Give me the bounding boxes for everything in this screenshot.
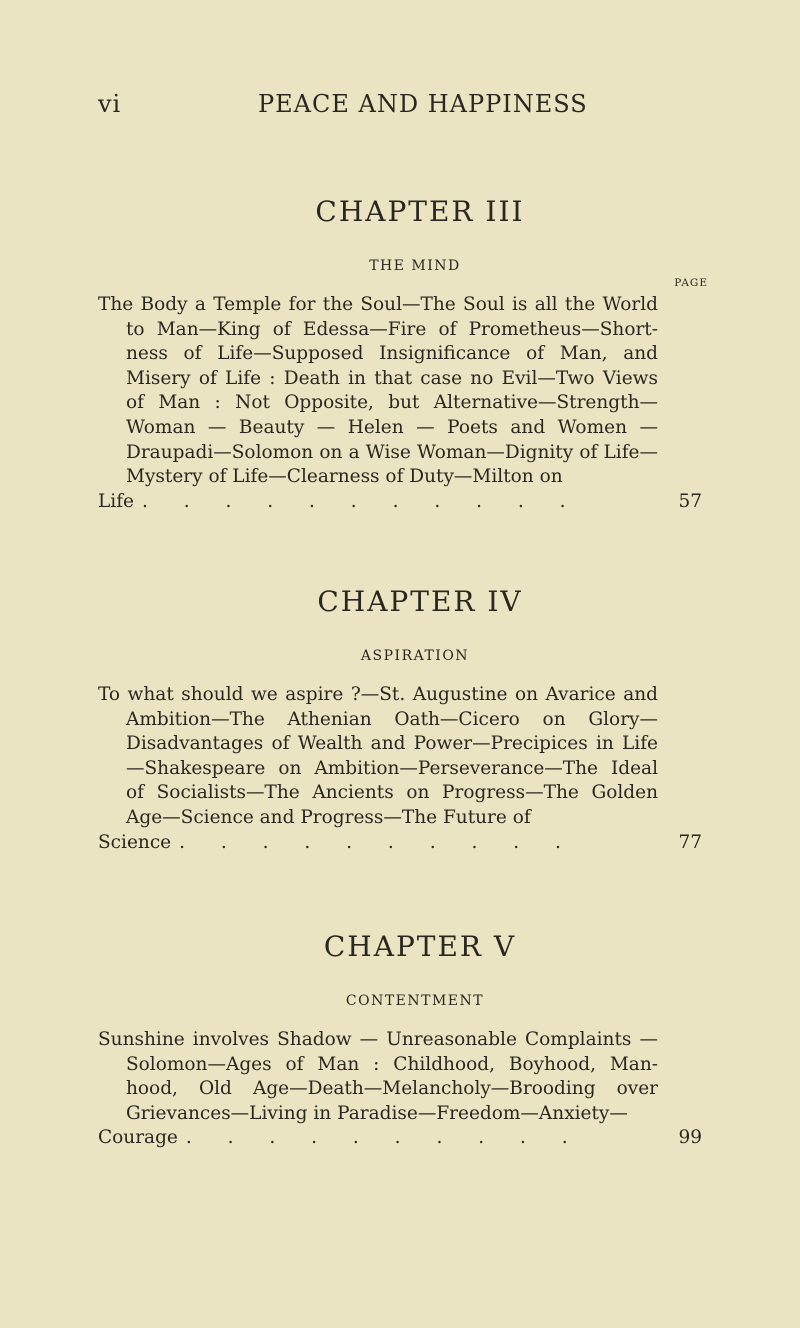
page-folio: vi xyxy=(98,90,122,118)
summary-last-line xyxy=(98,831,702,856)
dot-leader: . . . . . . . . . . xyxy=(179,831,576,853)
summary-last-line xyxy=(98,490,702,515)
chapter-iv-entry xyxy=(98,585,702,855)
summary-text: The Body a Temple for the Soul—The Soul is all the World to Man—King of Edessa—Fire of Prometheus—Short-ness of Life—Supposed Insignificance of Man, and Misery of Life : Death in that case no Evil—Two Views of Man : Not Opposite, but Alternative—Strength— Woman — Beauty — Helen — Poets and Women — Draupadi—Solomon on a Wise Woman—Dignity of Life—Mystery of Life—Clearness of Duty—Milton on xyxy=(98,294,658,488)
dot-leader: . . . . . . . . . . . xyxy=(142,490,581,512)
summary-last-word: Courage xyxy=(98,1127,178,1149)
dot-leader: . . . . . . . . . . xyxy=(185,1127,583,1149)
summary-last-word: Science xyxy=(98,831,172,853)
chapter-subtitle: ASPIRATION xyxy=(360,648,470,664)
chapter-page-number: 77 xyxy=(678,831,702,853)
chapter-heading: CHAPTER IV xyxy=(317,585,523,618)
chapter-summary xyxy=(98,1028,702,1151)
page-column-label: PAGE xyxy=(674,277,708,289)
summary-last-word: Life xyxy=(98,490,134,512)
chapter-v-entry xyxy=(98,930,702,1151)
summary-text: Sunshine involves Shadow — Unreasonable Complaints — Solomon—Ages of Man : Childhood, Boyhood, Man-hood, Old Age—Death—Melancholy—Brooding over Grievances—Living in Paradise—Freedom—Anxiety— xyxy=(98,1029,658,1124)
chapter-subtitle: CONTENTMENT xyxy=(345,993,485,1009)
chapter-subtitle: THE MIND xyxy=(369,258,461,274)
chapter-heading: CHAPTER III xyxy=(315,195,525,228)
chapter-summary xyxy=(98,293,702,514)
chapter-heading: CHAPTER V xyxy=(323,930,517,963)
summary-text: To what should we aspire ?—St. Augustine on Avarice and Ambition—The Athenian Oath—Cicero on Glory— Disadvantages of Wealth and Power—Precipices in Life—Shakespeare on Ambition—Perseverance—The Ideal of Socialists—The Ancients on Progress—The Golden Age—Science and Progress—The Future of xyxy=(98,684,658,828)
running-head xyxy=(0,90,800,120)
chapter-page-number: 57 xyxy=(678,490,702,512)
running-title: PEACE AND HAPPINESS xyxy=(258,90,588,118)
chapter-iii-entry xyxy=(98,195,708,514)
chapter-page-number: 99 xyxy=(678,1127,702,1149)
summary-last-line xyxy=(98,1126,702,1151)
chapter-summary xyxy=(98,683,702,855)
